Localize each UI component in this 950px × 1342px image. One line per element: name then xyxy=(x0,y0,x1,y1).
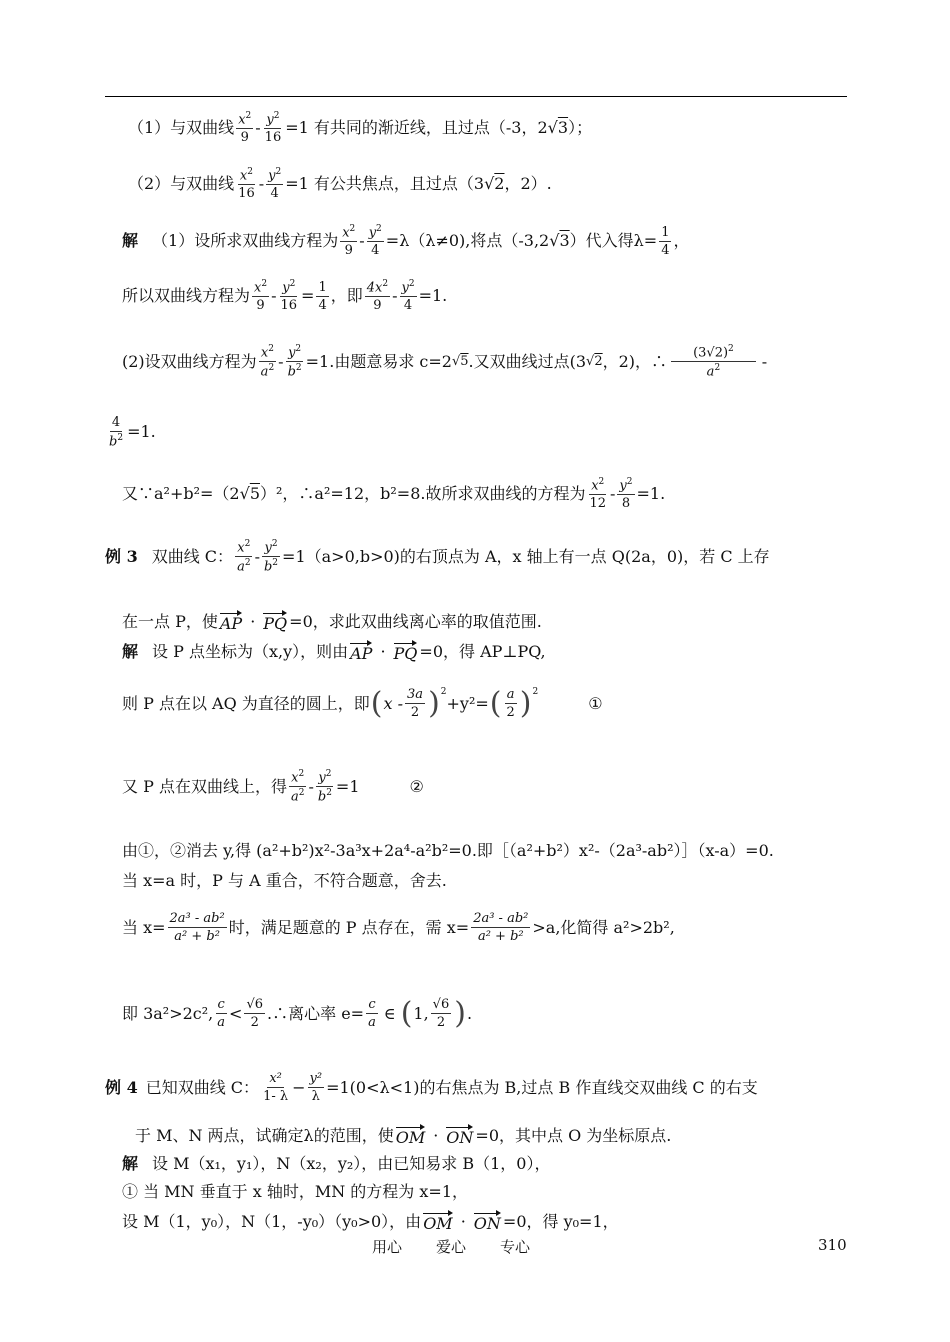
fraction: $\frac{x^2}{16}$ xyxy=(238,167,255,202)
fraction: $\frac{x^2}{a^2}$ xyxy=(260,344,275,380)
example-4-cont: 于 M、N 两点，试确定λ的范围，使 OM · ON =0，其中点 O 为坐标原点. xyxy=(135,1126,672,1147)
fraction: $\frac{y^2}{16}$ xyxy=(264,111,282,146)
fraction: $\frac{y^2}{16}$ xyxy=(280,279,298,314)
solution-label: 解 xyxy=(122,1154,139,1173)
circle-equation: 则 P 点在以 AQ 为直径的圆上，即 ( x - $\frac{3a}{2}$ ) $^2$ +y²= ( $\frac{a}{2}$ ) $^2$ ① xyxy=(122,685,603,721)
fraction: $\frac{3a}{2}$ xyxy=(407,687,424,720)
solution-label: 解 xyxy=(122,231,139,251)
sqrt: √5 xyxy=(239,484,260,504)
sqrt: √5 xyxy=(451,354,469,370)
page-number: 310 xyxy=(818,1236,847,1254)
case-other-root: 当 x= $\frac{\text{2a³ - ab²}}{\text{a² + b²}}$ 时，满足题意的 P 点存在，需 x= $\frac{\text{2a³ - ab²}}{\text{a² + b²}}$ >a,化简得 a²>2b², xyxy=(122,911,675,944)
example-label: 例 4 xyxy=(105,1077,138,1097)
fraction: $\frac{a}{2}$ xyxy=(506,687,515,720)
fraction: $\frac{4x^2}{9}$ xyxy=(366,279,389,314)
fraction: $\frac{y^2}{4}$ xyxy=(368,224,382,259)
example-3-cont: 在一点 P，使 AP · PQ =0，求此双曲线离心率的取值范围. xyxy=(122,612,542,633)
fraction: $\frac{1}{4}$ xyxy=(318,279,327,313)
example-3: 例 3 双曲线 C： $\frac{x^2}{a^2}$ - $\frac{y^2}{b^2}$ =1（a>0,b>0)的右顶点为 A，x 轴上有一点 Q(2a，0)，若 C 上存 xyxy=(105,539,770,575)
sqrt: √3 xyxy=(549,231,570,251)
fraction: $\frac{\text{2a³ - ab²}}{\text{a² + b²}}$ xyxy=(473,911,529,944)
vector-ap: AP xyxy=(219,614,243,633)
solution-label: 解 xyxy=(122,642,139,661)
solution-2-cont: $\frac{4}{b^2}$ =1. xyxy=(109,415,156,450)
vector-pq: PQ xyxy=(263,614,288,633)
eccentricity-range: 即 3a²>2c², $\frac{c}{a}$ < $\frac{√6}{2}$ .∴离心率 e= $\frac{c}{a}$ ∈ ( 1, $\frac{√6}{2}$ ) . xyxy=(122,995,473,1031)
fraction: $\frac{x^2}{a^2}$ xyxy=(290,769,305,805)
sqrt: √2 xyxy=(586,354,603,370)
fraction: $\frac{y^2}{4}$ xyxy=(401,279,415,314)
fraction: $\frac{x^2}{9}$ xyxy=(254,279,268,314)
fraction: $\frac{\text{y²}}{\lambda}$ xyxy=(309,1071,323,1104)
problem-1: （1）与双曲线 $\frac{x^2}{9}$ - $\frac{y^2}{16}$ =1 有共同的渐近线，且过点（-3，2 √3 ）； xyxy=(128,111,593,146)
problem-2: （2）与双曲线 $\frac{x^2}{16}$ - $\frac{y^2}{4}$ =1 有公共焦点，且过点（3 √2 ，2）. xyxy=(128,167,552,202)
vector-pq: PQ xyxy=(393,644,418,663)
vector-on: ON xyxy=(473,1214,501,1233)
fraction: $\frac{y^2}{4}$ xyxy=(268,167,282,202)
fraction: $\frac{\text{x²}}{1- \lambda}$ xyxy=(263,1071,289,1104)
fraction: $\frac{x^2}{12}$ xyxy=(589,477,607,512)
solution-2: (2)设双曲线方程为 $\frac{x^2}{a^2}$ - $\frac{y^2}{b^2}$ =1.由题意易求 c=2 √5 .又双曲线过点(3 √2 ，2)，∴ $\frac{(3√2)^2}{a^2}$ - xyxy=(122,344,768,380)
case-x-equals-a: 当 x=a 时，P 与 A 重合，不符合题意，舍去. xyxy=(122,871,447,890)
vector-om: OM xyxy=(423,1214,453,1233)
case-vertical-cont: 设 M（1，y₀），N（1，-y₀）（y₀>0），由 OM · ON =0，得 y₀=1， xyxy=(122,1212,619,1233)
fraction: $\frac{x^2}{9}$ xyxy=(238,111,252,146)
equation-number: ① xyxy=(588,693,603,713)
equation-number: ② xyxy=(409,776,424,796)
fraction: $\frac{y^2}{b^2}$ xyxy=(317,769,332,805)
fraction: $\frac{c}{a}$ xyxy=(368,997,376,1030)
fraction: $\frac{1}{4}$ xyxy=(661,224,670,258)
solution-4: 解 设 M（x₁，y₁），N（x₂，y₂），由已知易求 B（1，0）， xyxy=(122,1154,551,1173)
fraction: $\frac{√6}{2}$ xyxy=(246,997,264,1030)
vector-on: ON xyxy=(446,1128,474,1147)
solution-1-result: 所以双曲线方程为 $\frac{x^2}{9}$ - $\frac{y^2}{16}$ = $\frac{1}{4}$ ，即 $\frac{4x^2}{9}$ - $\frac{y^2}{4}$ =1. xyxy=(122,279,448,314)
vector-om: OM xyxy=(395,1128,426,1147)
fraction: $\frac{√6}{2}$ xyxy=(432,997,450,1030)
fraction: $\frac{(3√2)^2}{a^2}$ xyxy=(671,345,756,379)
fraction: $\frac{4}{b^2}$ xyxy=(109,415,124,450)
fraction: $\frac{y^2}{b^2}$ xyxy=(263,539,279,575)
vector-ap: AP xyxy=(350,644,373,663)
footer-motto: 用心 爱心 专心 xyxy=(372,1238,531,1256)
fraction: $\frac{y^2}{b^2}$ xyxy=(287,344,302,380)
fraction: $\frac{x^2}{a^2}$ xyxy=(237,539,251,575)
solution-3: 解 设 P 点坐标为（x,y），则由 AP · PQ =0，得 AP⊥PQ, xyxy=(122,642,546,663)
fraction: $\frac{y^2}{8}$ xyxy=(619,477,633,512)
fraction: $\frac{\text{2a³ - ab²}}{\text{a² + b²}}$ xyxy=(169,911,225,944)
fraction: $\frac{x^2}{9}$ xyxy=(342,224,356,259)
sqrt: √3 xyxy=(547,118,569,138)
hyperbola-condition: 又 P 点在双曲线上，得 $\frac{x^2}{a^2}$ - $\frac{y^2}{b^2}$ =1 ② xyxy=(122,769,424,805)
sqrt: √2 xyxy=(484,174,505,194)
case-vertical: ① 当 MN 垂直于 x 轴时，MN 的方程为 x=1， xyxy=(122,1182,469,1201)
elimination: 由①，②消去 y,得 (a²+b²)x²-3a³x+2a⁴-a²b²=0.即［（a²+b²）x²-（2a³-ab²）］（x-a）=0. xyxy=(122,841,774,860)
example-label: 例 3 xyxy=(105,546,138,566)
header-rule xyxy=(105,96,847,97)
solution-2-result: 又∵a²+b²=（2 √5 ）²，∴a²=12，b²=8.故所求双曲线的方程为 $\frac{x^2}{12}$ - $\frac{y^2}{8}$ =1. xyxy=(122,477,666,512)
solution-1: 解 （1）设所求双曲线方程为 $\frac{x^2}{9}$ - $\frac{y^2}{4}$ =λ（λ≠0),将点（-3,2 √3 ）代入得λ= $\frac{1}{4}$ ， xyxy=(122,224,690,259)
example-4: 例 4 已知双曲线 C： $\frac{\text{x²}}{1- \lambda}$ − $\frac{\text{y²}}{\lambda}$ =1(0<λ<1)的右焦点为 B,过点 B 作直线交双曲线 C 的右支 xyxy=(105,1071,758,1104)
fraction: $\frac{c}{a}$ xyxy=(217,997,226,1030)
